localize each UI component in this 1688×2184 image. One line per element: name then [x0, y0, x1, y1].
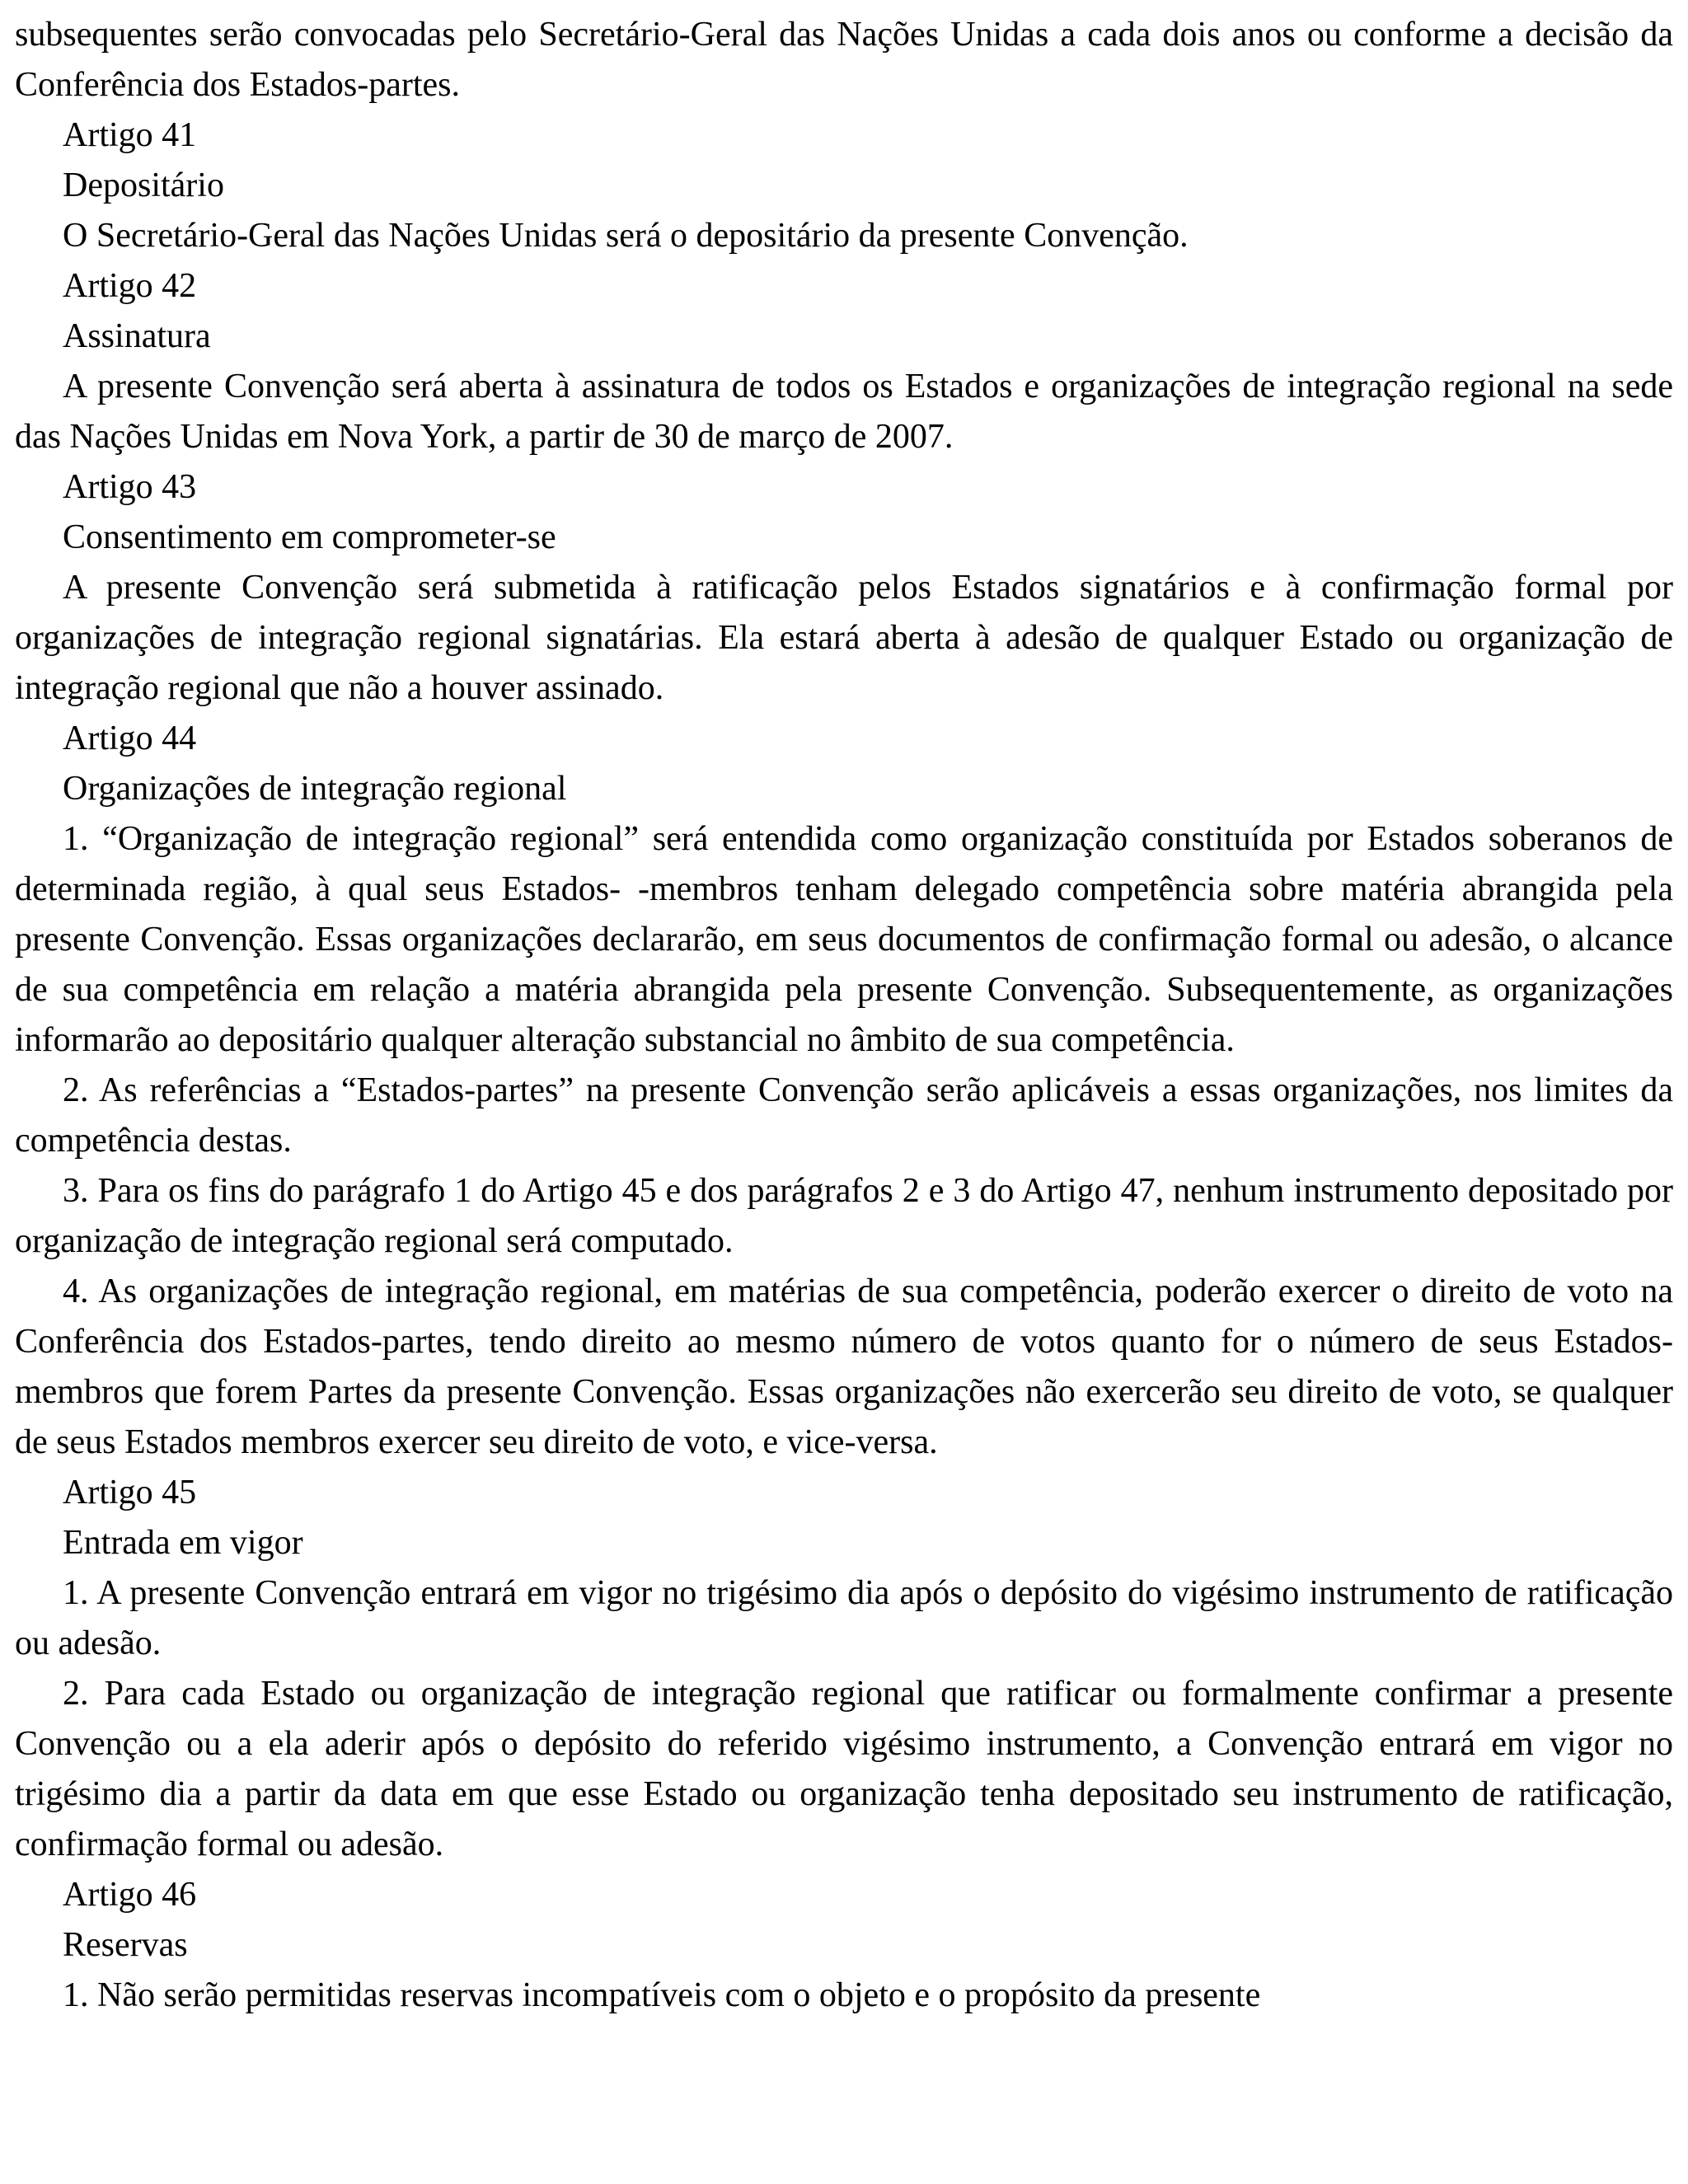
article-46-paragraph-1: 1. Não serão permitidas reservas incompatíveis com o objeto e o propósito da presente — [63, 1976, 1261, 2014]
article-42-number: Artigo 42 — [63, 267, 197, 305]
article-45-number: Artigo 45 — [63, 1474, 197, 1511]
article-41-paragraph: O Secretário-Geral das Nações Unidas será o depositário da presente Convenção. — [63, 217, 1189, 255]
article-44-paragraph-1: 1. “Organização de integração regional” será entendida como organização constituída por Estados soberanos de determinada região, à qual seus Estados- -membros tenham delegado competência sobre matéria abrangida pela presente Convenção. Essas organizações declararão, em seus documentos de confirmação formal ou adesão, o alcance de sua competência em relação a matéria abrangida pela presente Convenção. Subsequentemente, as organizações informarão ao depositário qualquer alteração substancial no âmbito de sua competência. — [15, 820, 1673, 1059]
article-43-title: Consentimento em comprometer-se — [63, 518, 556, 556]
article-45-paragraph-2: 2. Para cada Estado ou organização de integração regional que ratificar ou formalmente confirmar a presente Convenção ou a ela aderir após o depósito do referido vigésimo instrumento, a Convenção entrará em vigor no trigésimo dia a partir da data em que esse Estado ou organização tenha depositado seu instrumento de ratificação, confirmação formal ou adesão. — [15, 1675, 1673, 1863]
article-44-title: Organizações de integração regional — [63, 770, 567, 808]
article-41-number: Artigo 41 — [63, 116, 197, 154]
article-43-paragraph: A presente Convenção será submetida à ratificação pelos Estados signatários e à confirmação formal por organizações de integração regional signatárias. Ela estará aberta à adesão de qualquer Estado ou organização de integração regional que não a houver assinado. — [15, 569, 1673, 707]
article-44-paragraph-2: 2. As referências a “Estados-partes” na presente Convenção serão aplicáveis a essas organizações, nos limites da competência destas. — [15, 1071, 1673, 1160]
article-41-title: Depositário — [63, 166, 224, 204]
article-42-paragraph: A presente Convenção será aberta à assinatura de todos os Estados e organizações de integração regional na sede das Nações Unidas em Nova York, a partir de 30 de março de 2007. — [15, 368, 1673, 456]
article-44-paragraph-3: 3. Para os fins do parágrafo 1 do Artigo 45 e dos parágrafos 2 e 3 do Artigo 47, nenhum instrumento depositado por organização de integração regional será computado. — [15, 1172, 1673, 1260]
paragraph-continuation: subsequentes serão convocadas pelo Secretário-Geral das Nações Unidas a cada dois anos ou conforme a decisão da Conferência dos Estados-partes. — [15, 16, 1673, 104]
article-45-paragraph-1: 1. A presente Convenção entrará em vigor no trigésimo dia após o depósito do vigésimo instrumento de ratificação ou adesão. — [15, 1574, 1673, 1662]
article-45-title: Entrada em vigor — [63, 1524, 303, 1562]
article-44-paragraph-4: 4. As organizações de integração regional, em matérias de sua competência, poderão exercer o direito de voto na Conferência dos Estados-partes, tendo direito ao mesmo número de votos quanto for o número de seus Estados-membros que forem Partes da presente Convenção. Essas organizações não exercerão seu direito de voto, se qualquer de seus Estados membros exercer seu direito de voto, e vice-versa. — [15, 1272, 1673, 1461]
article-43-number: Artigo 43 — [63, 468, 197, 506]
article-44-number: Artigo 44 — [63, 719, 197, 757]
article-46-number: Artigo 46 — [63, 1876, 197, 1914]
article-42-title: Assinatura — [63, 317, 211, 355]
article-46-title: Reservas — [63, 1926, 188, 1964]
